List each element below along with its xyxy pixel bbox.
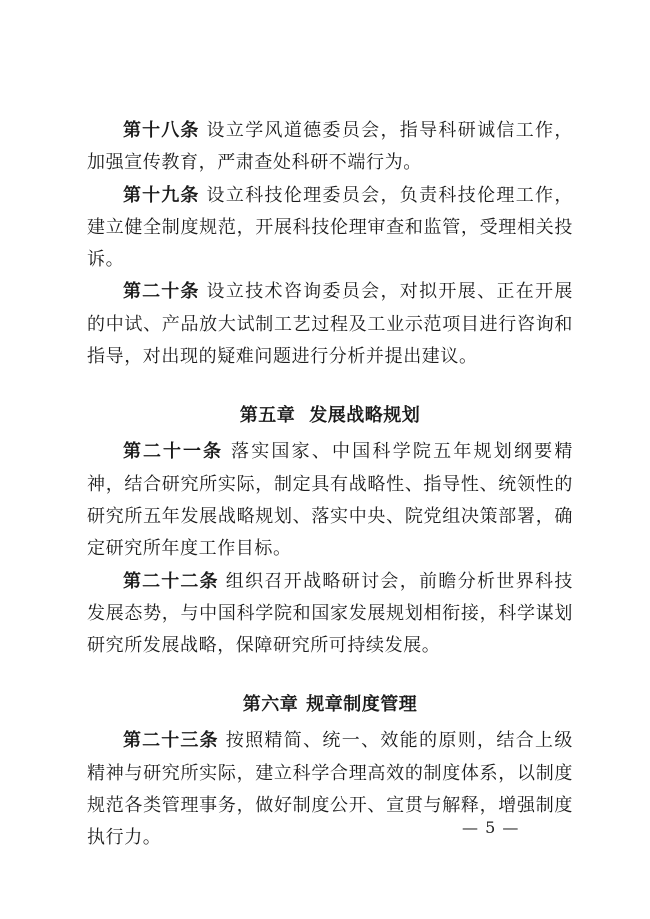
- article-number: 第二十条: [123, 281, 200, 303]
- article-21: [87, 436, 573, 565]
- article-text: 组织召开战略研讨会，前瞻分析世界科技发展态势，与中国科学院和国家发展规划相衔接，科学谋划研究所发展战略，保障研究所可持续发展。: [87, 570, 573, 657]
- article-18: [87, 115, 573, 180]
- article-text: 按照精简、统一、效能的原则，结合上级精神与研究所实际，建立科学合理高效的制度体系，以制度规范各类管理事务，做好制度公开、宣贯与解释，增强制度执行力。: [87, 730, 573, 849]
- article-number: 第十九条: [123, 184, 200, 206]
- article-20: [87, 276, 573, 373]
- document-body: [87, 115, 573, 855]
- article-19: [87, 180, 573, 277]
- chapter-title: 发展战略规划: [309, 405, 421, 427]
- chapter-6-heading: [87, 689, 573, 721]
- article-22: [87, 566, 573, 663]
- page-number: — 5 —: [462, 818, 520, 837]
- article-number: 第二十一条: [123, 441, 224, 463]
- chapter-title: 规章制度管理: [306, 694, 418, 716]
- article-text: 设立科技伦理委员会，负责科技伦理工作，建立健全制度规范，开展科技伦理审查和监管，受理相关投诉。: [87, 184, 573, 271]
- article-number: 第二十二条: [123, 570, 219, 592]
- article-text: 落实国家、中国科学院五年规划纲要精神，结合研究所实际，制定具有战略性、指导性、统领性的研究所五年发展战略规划、落实中央、院党组决策部署，确定研究所年度工作目标。: [87, 441, 573, 560]
- article-number: 第十八条: [123, 120, 200, 141]
- chapter-5-heading: [87, 400, 573, 432]
- article-text: 设立技术咨询委员会，对拟开展、正在开展的中试、产品放大试制工艺过程及工业示范项目进行咨询和指导，对出现的疑难问题进行分析并提出建议。: [87, 281, 573, 368]
- chapter-number: 第六章: [242, 694, 299, 716]
- chapter-number: 第五章: [239, 405, 296, 427]
- article-number: 第二十三条: [123, 730, 219, 752]
- article-text: 设立学风道德委员会，指导科研诚信工作，加强宣传教育，严肃查处科研不端行为。: [87, 120, 573, 174]
